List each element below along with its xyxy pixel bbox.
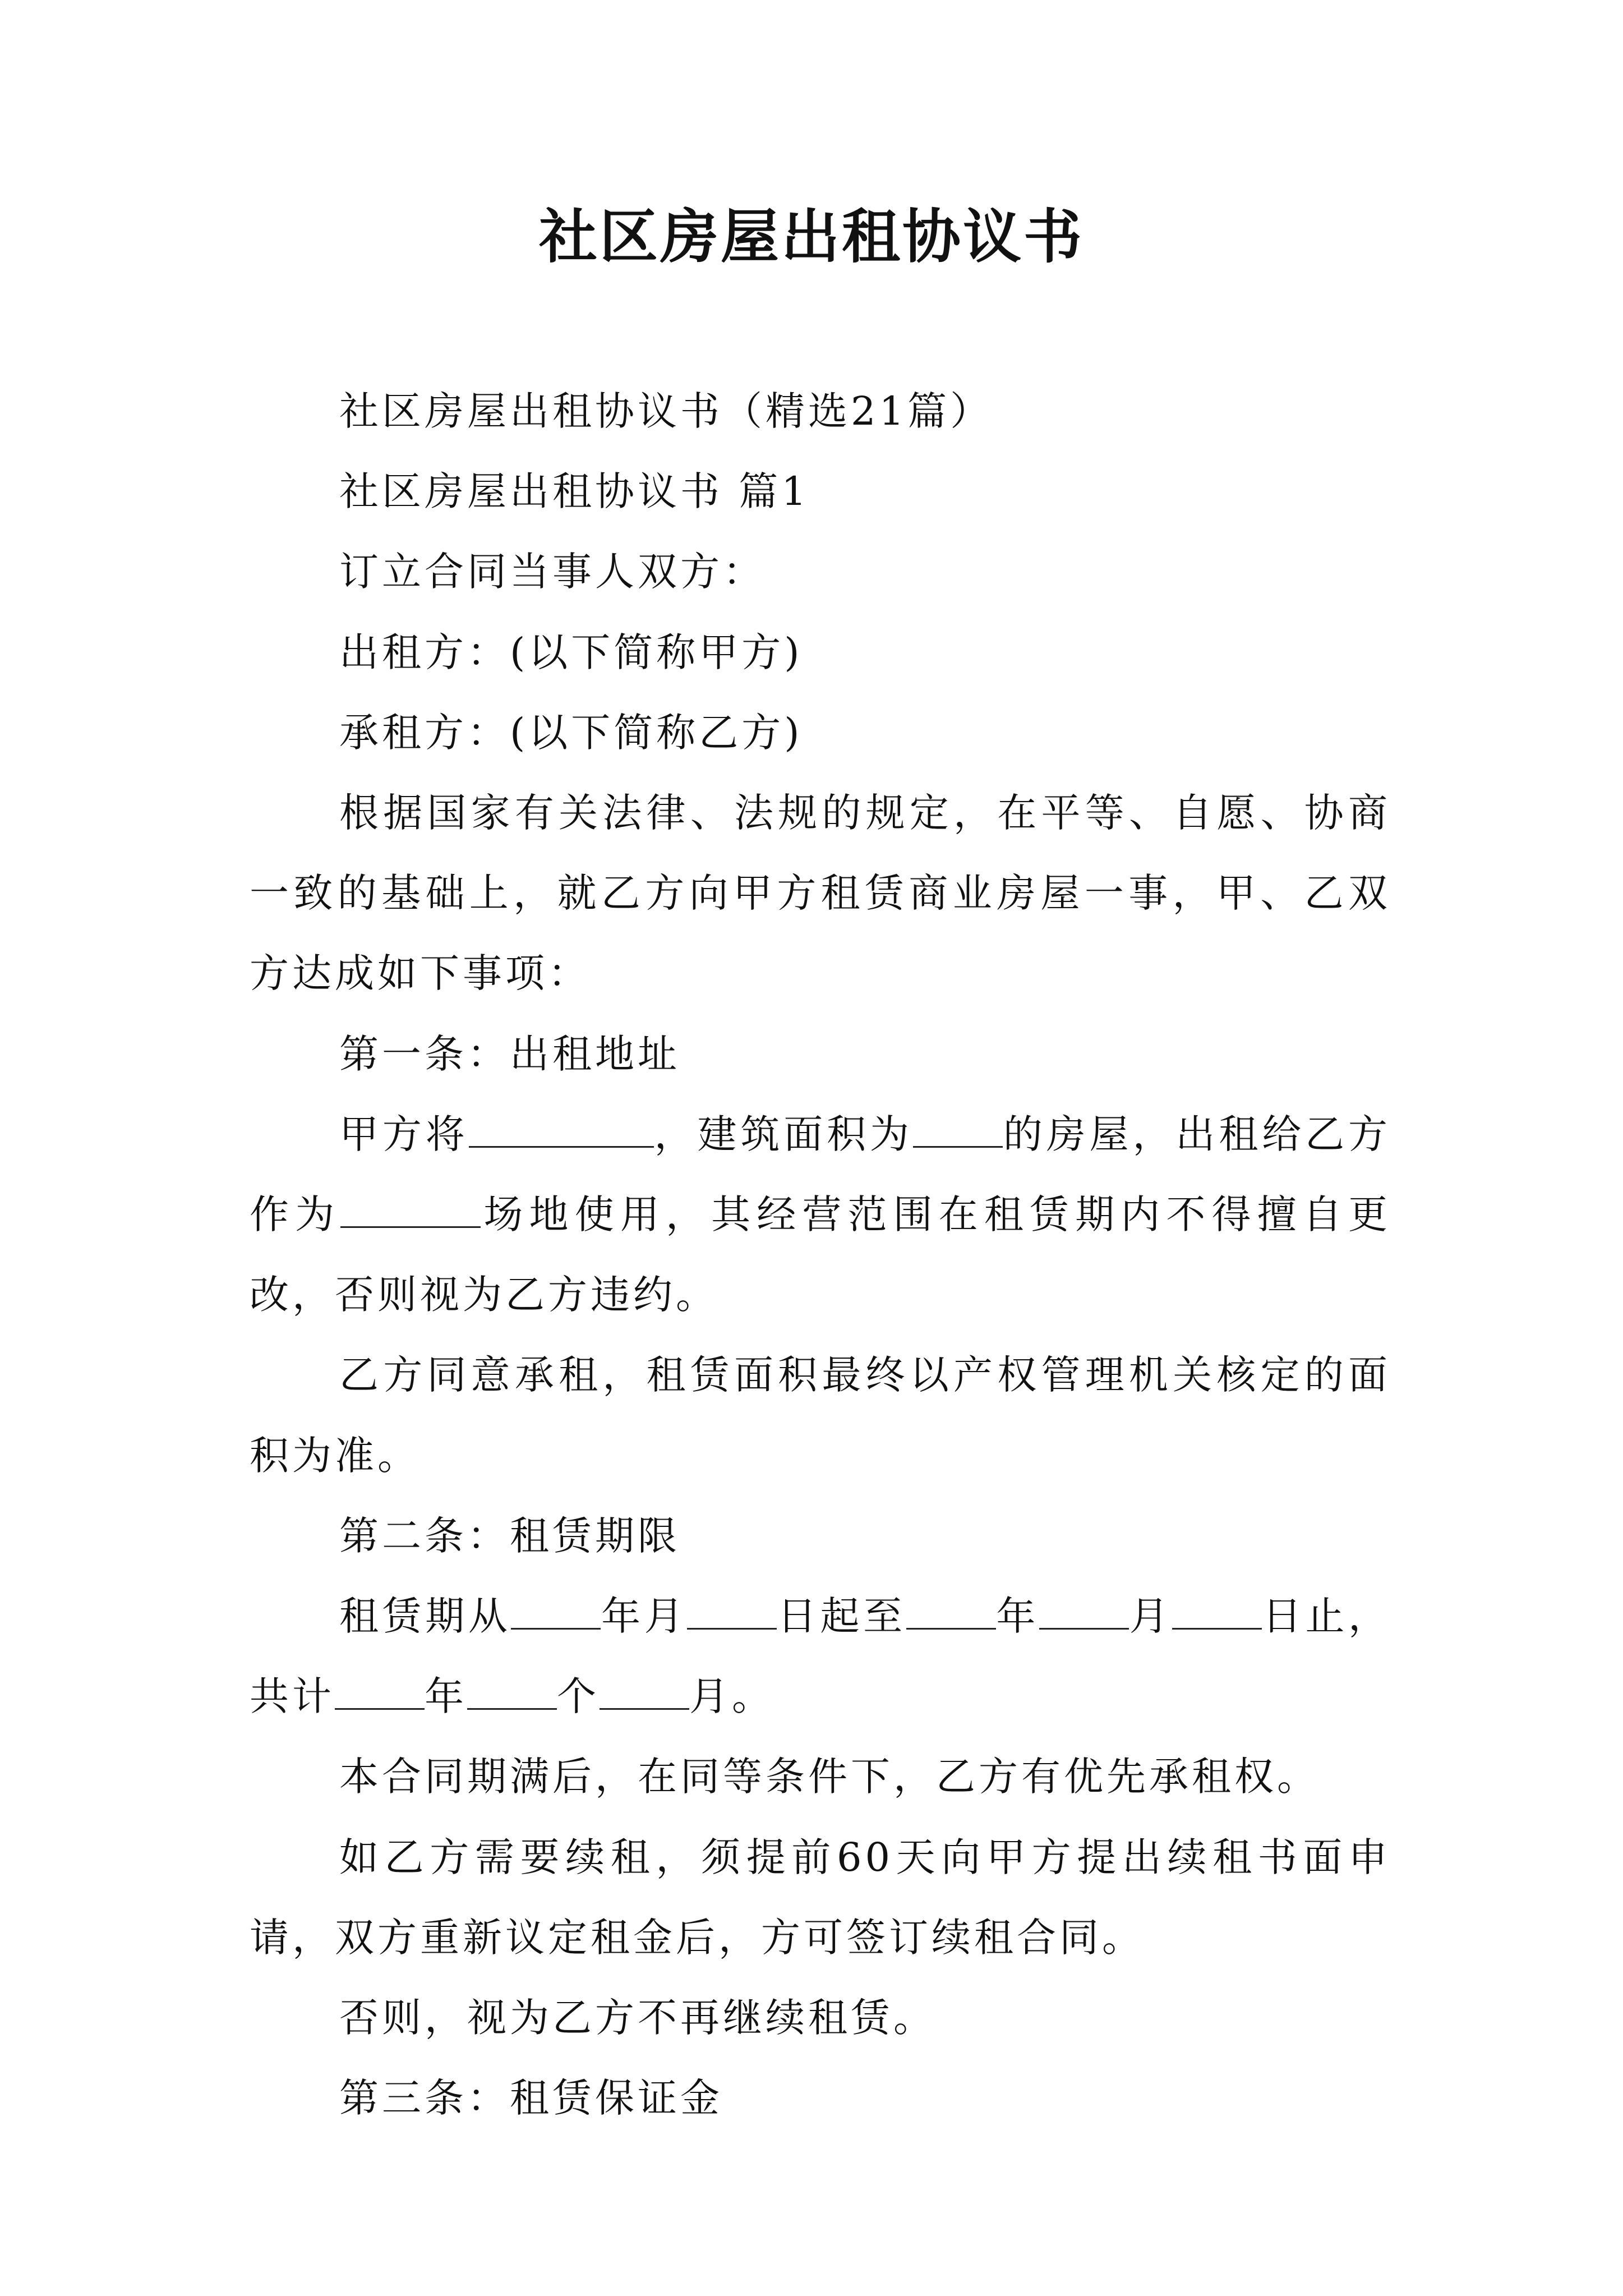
text-segment: 甲方将 [339, 1111, 469, 1157]
lessee-line: 承租方：(以下简称乙方) [339, 709, 803, 756]
article-1-paragraph-1 [250, 1094, 1391, 1336]
end-day-blank [1172, 1593, 1262, 1630]
text-segment: 日起至 [777, 1593, 906, 1640]
start-day-blank [687, 1593, 777, 1630]
article-2-paragraph-2: 本合同期满后，在同等条件下，乙方有优先承租权。 [339, 1754, 1320, 1800]
total-months-blank [467, 1673, 557, 1710]
total-months-blank-2 [600, 1673, 689, 1710]
article-2-paragraph-4: 否则，视为乙方不再继续租赁。 [339, 1995, 936, 2041]
end-year-blank [906, 1593, 996, 1630]
basis-paragraph: 根据国家有关法律、法规的规定，在平等、自愿、协商一致的基础上，就乙方向甲方租赁商业房屋一事，甲、乙双方达成如下事项： [250, 790, 1391, 997]
end-month-blank [1039, 1593, 1129, 1630]
lessor-line: 出租方：(以下简称甲方) [339, 629, 803, 675]
total-years-blank [335, 1673, 425, 1710]
document-title: 社区房屋出租协议书 [538, 202, 1084, 271]
area-blank [913, 1111, 1003, 1148]
article-3-heading: 第三条：租赁保证金 [339, 2075, 723, 2122]
text-segment: 日止，共计 [250, 1593, 1391, 1720]
text-segment: 场地使用，其经营范围在租赁期内不得擅自更改，否则视为乙方违约。 [250, 1191, 1391, 1318]
article-2-heading: 第二条：租赁期限 [339, 1512, 680, 1559]
article-1-heading: 第一条：出租地址 [339, 1030, 680, 1077]
text-segment: 月。 [689, 1673, 774, 1720]
text-segment: 年月 [601, 1593, 688, 1640]
address-blank [469, 1111, 654, 1148]
start-year-blank [511, 1593, 601, 1630]
section-heading: 社区房屋出租协议书 篇1 [339, 468, 810, 515]
text-segment: 年 [995, 1593, 1039, 1640]
text-segment: 个 [557, 1673, 600, 1720]
article-2-paragraph-3: 如乙方需要续租，须提前60天向甲方提出续租书面申请，双方重新议定租金后，方可签订续租合同。 [250, 1834, 1391, 1961]
article-1-paragraph-2: 乙方同意承租，租赁面积最终以产权管理机关核定的面积为准。 [250, 1352, 1391, 1479]
text-segment: 的房屋，出租给乙方作为 [250, 1111, 1391, 1238]
parties-line: 订立合同当事人双方： [339, 549, 766, 595]
usage-blank [340, 1191, 481, 1228]
document-subtitle: 社区房屋出租协议书（精选21篇） [339, 388, 993, 434]
text-segment: 租赁期从 [339, 1593, 511, 1640]
document-body [250, 371, 1391, 2138]
article-2-paragraph-1 [250, 1576, 1391, 1737]
text-segment: 年 [425, 1673, 467, 1720]
text-segment: 月 [1128, 1593, 1173, 1640]
text-segment: ，建筑面积为 [653, 1111, 913, 1157]
